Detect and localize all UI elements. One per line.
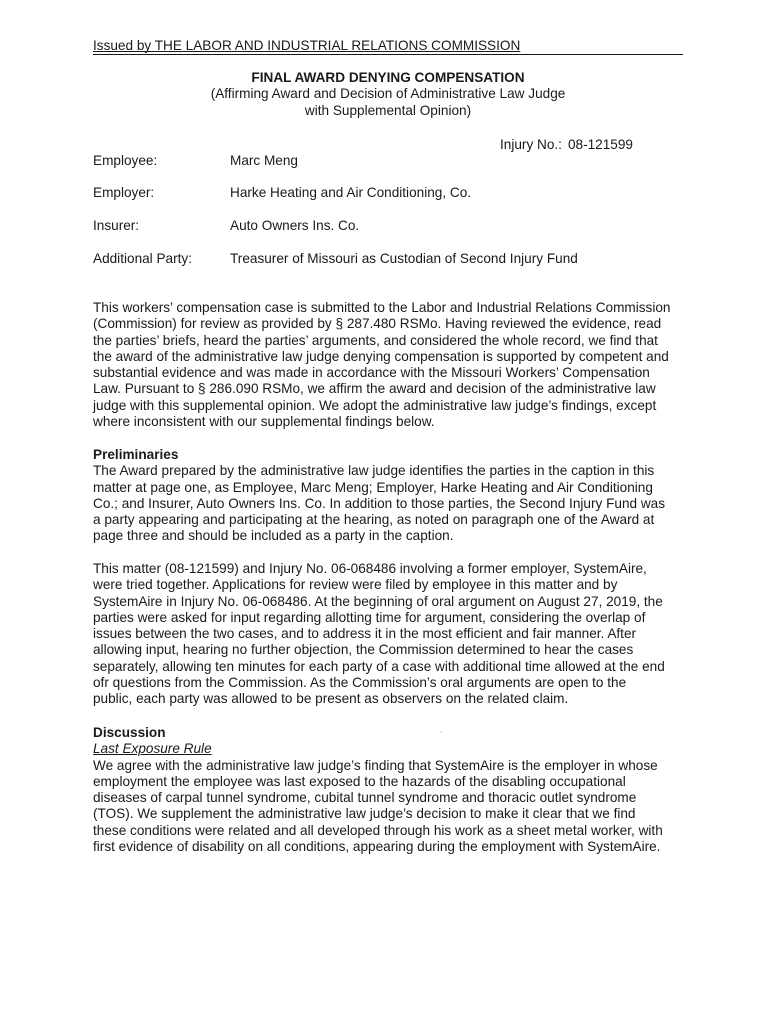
text-line: issues between the two cases, and to address it in the most efficient and fair manner. After <box>93 626 637 642</box>
text-line: where inconsistent with our supplemental findings below. <box>93 414 435 430</box>
preliminaries-paragraph-2 <box>93 561 685 708</box>
text-line: SystemAire in Injury No. 06-068486. At the beginning of oral argument on August 27, 2019, the <box>93 593 663 609</box>
text-line: allowing input, hearing no further objection, the Commission determined to hear the cases <box>93 642 634 658</box>
title-block <box>93 70 683 119</box>
party-row-insurer <box>93 218 359 234</box>
injury-number-value: 08-121599 <box>567 137 633 152</box>
text-line: This workers’ compensation case is submitted to the Labor and Industrial Relations Commission <box>93 300 671 315</box>
text-line: Co.; and Insurer, Auto Owners Ins. Co. In addition to those parties, the Second Injury Fund was <box>93 495 666 511</box>
text-line: a party appearing and participating at the hearing, as noted on paragraph one of the Award at <box>93 512 655 528</box>
text-line: these conditions were related and all developed through his work as a sheet metal worker, with <box>93 822 663 838</box>
text-line: diseases of carpal tunnel syndrome, cubital tunnel syndrome and thoracic outlet syndrome <box>93 790 637 806</box>
party-value: Harke Heating and Air Conditioning, Co. <box>230 185 472 200</box>
text-line: separately, allowing ten minutes for each party of a case with additional time allowed at the end <box>93 658 665 674</box>
issued-by-line: Issued by THE LABOR AND INDUSTRIAL RELATIONS COMMISSION <box>93 38 683 55</box>
party-row-additional <box>93 251 578 267</box>
party-value: Auto Owners Ins. Co. <box>230 218 360 233</box>
text-line: substantial evidence and was made in accordance with the Missouri Workers’ Compensation <box>93 365 650 381</box>
subheading-last-exposure-rule: Last Exposure Rule <box>93 741 212 757</box>
party-label: Additional Party: <box>93 251 192 266</box>
party-label: Insurer: <box>93 218 140 233</box>
text-line: page three and should be included as a party in the caption. <box>93 528 454 544</box>
text-line: parties were asked for input regarding allotting time for argument, considering the overlap of <box>93 609 646 625</box>
intro-paragraph <box>93 300 685 430</box>
text-line: This matter (08-121599) and Injury No. 06-068486 involving a former employer, SystemAire, <box>93 561 647 576</box>
document-title: FINAL AWARD DENYING COMPENSATION <box>251 70 525 85</box>
text-line: were tried together. Applications for review were filed by employee in this matter and by <box>93 577 618 593</box>
section-heading-discussion: Discussion <box>93 725 166 740</box>
text-line: public, each party was allowed to be present as observers on the related claim. <box>93 691 569 707</box>
text-line: judge with this supplemental opinion. We adopt the administrative law judge’s findings, except <box>93 397 657 413</box>
text-line: We agree with the administrative law judge’s finding that SystemAire is the employer in whose <box>93 757 658 773</box>
text-line: employment the employee was last exposed to the hazards of the disabling occupational <box>93 773 626 789</box>
text-line: (Commission) for review as provided by § 287.480 RSMo. Having reviewed the evidence, read <box>93 316 662 332</box>
party-label: Employee: <box>93 153 158 168</box>
text-line: (TOS). We supplement the administrative law judge’s decision to make it clear that we find <box>93 806 636 822</box>
text-line: ofr questions from the Commission. As the Commission’s oral arguments are open to the <box>93 675 627 691</box>
text-line: Law. Pursuant to § 286.090 RSMo, we affirm the award and decision of the administrative law <box>93 381 656 397</box>
text-line: the parties’ briefs, heard the parties’ arguments, and considered the whole record, we find that <box>93 332 658 348</box>
document-subtitle-line-1: (Affirming Award and Decision of Administrative Law Judge <box>210 86 566 102</box>
text-line: the award of the administrative law judge denying compensation is supported by competent and <box>93 348 669 364</box>
text-line: The Award prepared by the administrative law judge identifies the parties in the caption in this <box>93 463 655 479</box>
party-value: Marc Meng <box>230 153 298 168</box>
injury-number-label: Injury No.: <box>500 137 562 152</box>
scan-mark: ´ <box>440 731 443 740</box>
injury-number <box>500 137 633 153</box>
section-heading-preliminaries: Preliminaries <box>93 447 179 462</box>
party-label: Employer: <box>93 185 155 200</box>
document-subtitle-line-2: with Supplemental Opinion) <box>304 102 472 118</box>
party-value: Treasurer of Missouri as Custodian of Second Injury Fund <box>230 251 578 266</box>
preliminaries-section <box>93 447 685 545</box>
discussion-section <box>93 725 685 855</box>
party-row-employee <box>93 153 298 169</box>
party-row-employer <box>93 185 471 201</box>
text-line: first evidence of disability on all conditions, appearing during the employment with SystemAire. <box>93 839 661 855</box>
text-line: matter at page one, as Employee, Marc Meng; Employer, Harke Heating and Air Conditioning <box>93 479 653 495</box>
